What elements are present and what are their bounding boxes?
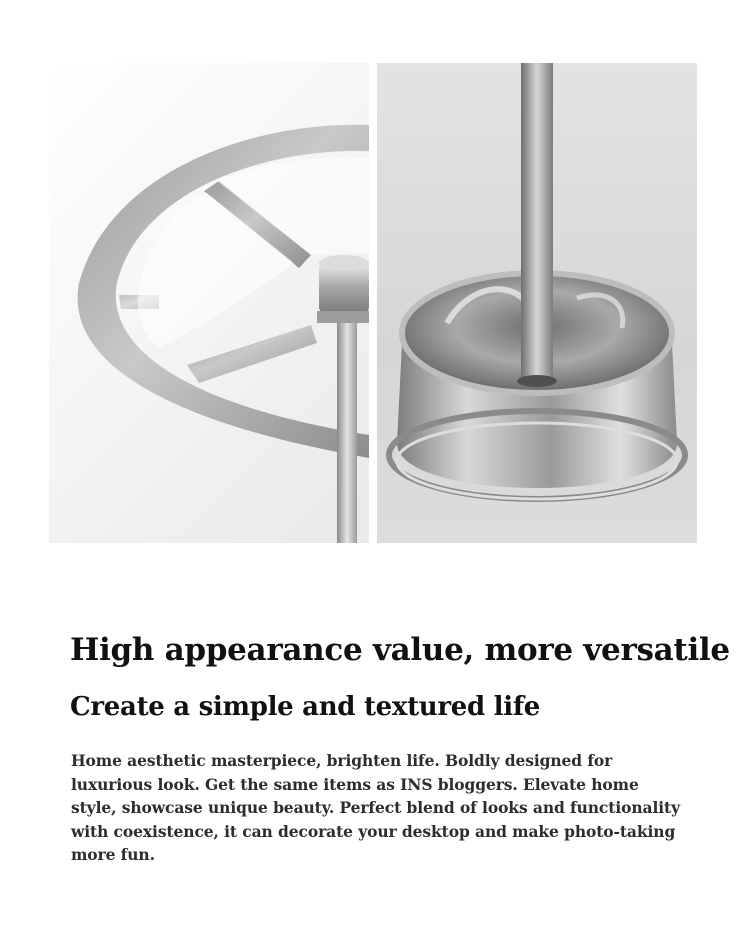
steel-base-illustration (377, 63, 697, 543)
headline: High appearance value, more versatile (70, 632, 730, 668)
product-photo-filter-disc (49, 63, 369, 543)
filter-disc-illustration (49, 63, 369, 543)
product-photo-steel-base (377, 63, 697, 543)
description-paragraph: Home aesthetic masterpiece, brighten life. Boldly designed for luxurious look. Get the same items as INS bloggers. Elevate home style, showcase unique beauty. Perfect blend of looks and functionality with coexistence, it can decorate your desktop and make photo-taking more fun. (71, 751, 681, 864)
subheadline: Create a simple and textured life (70, 692, 540, 722)
